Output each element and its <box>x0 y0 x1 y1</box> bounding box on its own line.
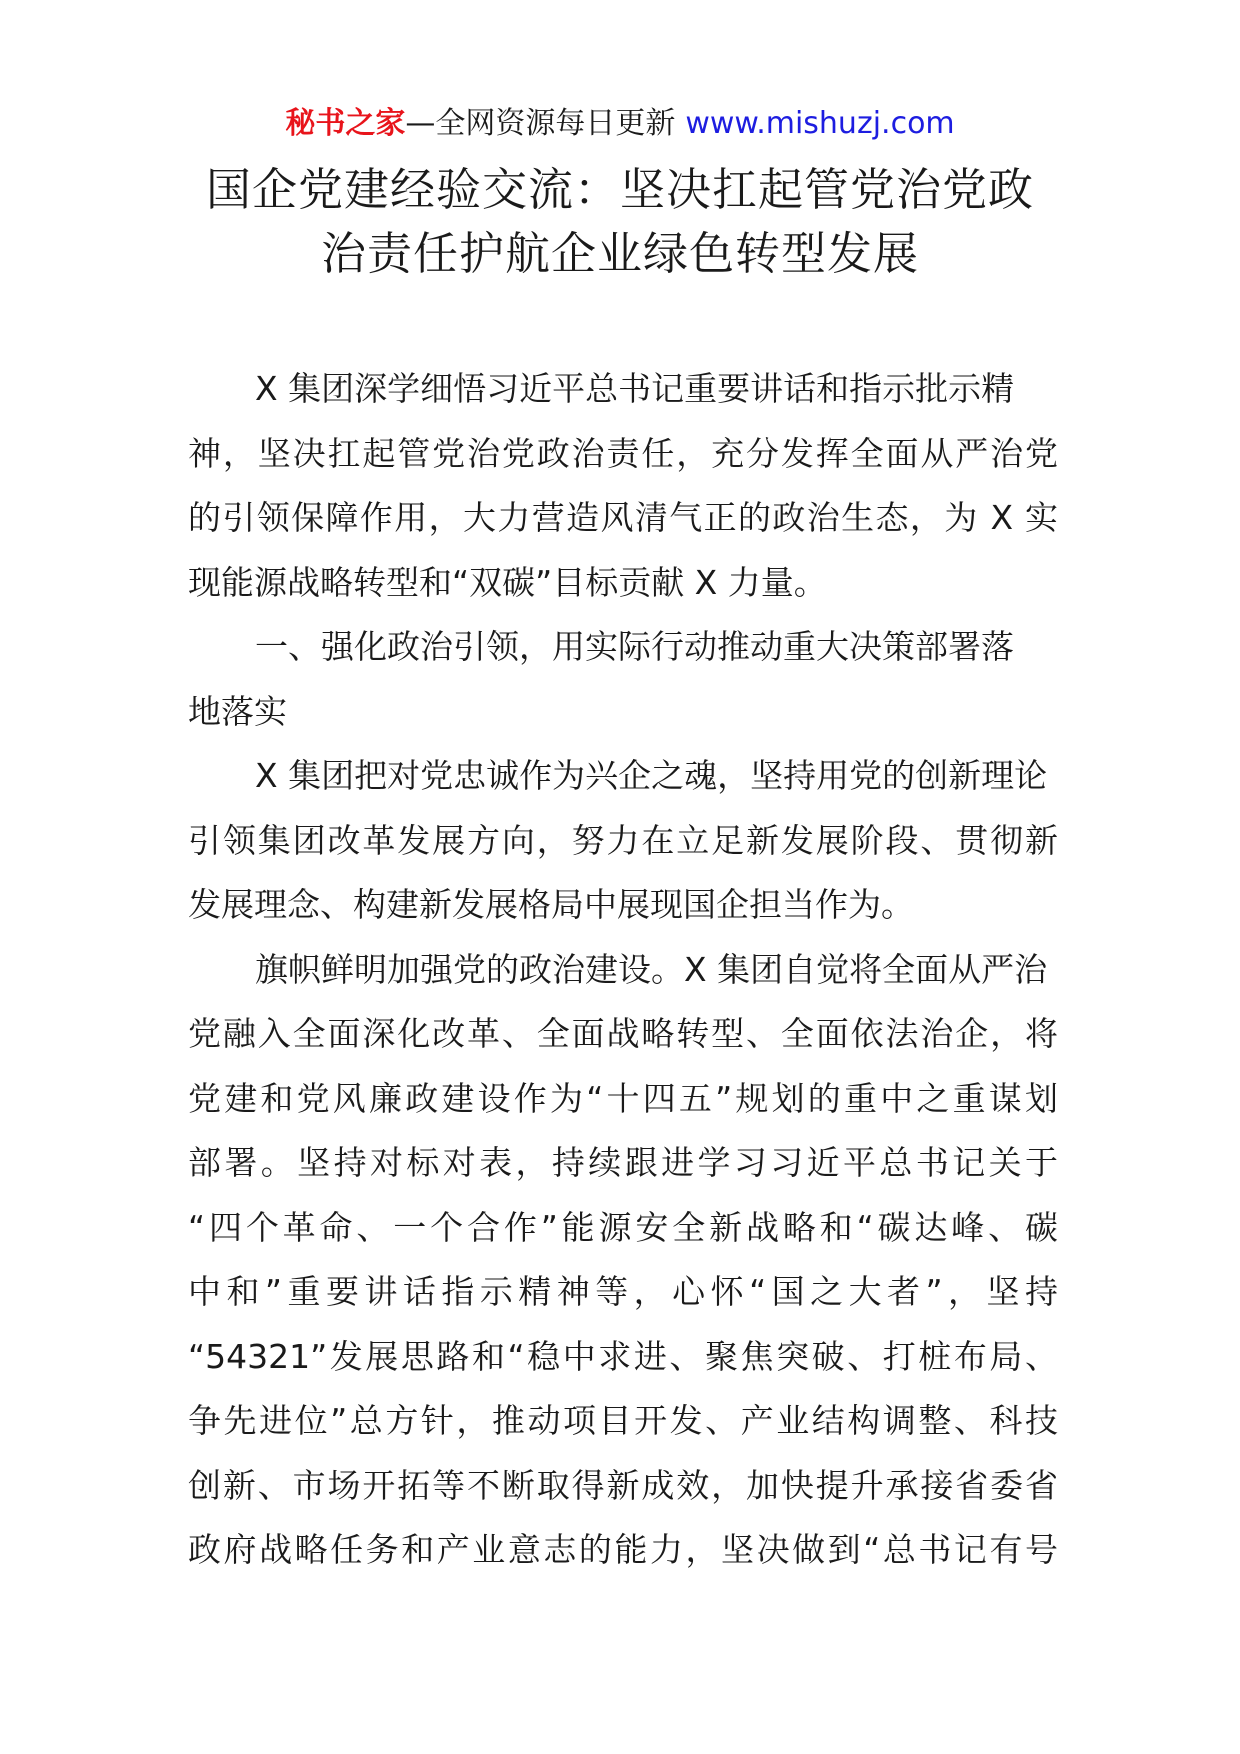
header-tagline: —全网资源每日更新 <box>405 106 676 141</box>
document-title <box>160 158 1080 286</box>
section-heading-line: 地落实 <box>188 691 287 731</box>
body-line: 创新、市场开拓等不断取得新成效，加快提升承接省委省 <box>188 1465 1058 1505</box>
body-line: 党建和党风廉政建设作为“十四五”规划的重中之重谋划 <box>188 1078 1058 1118</box>
body-line: 神，坚决扛起管党治党政治责任，充分发挥全面从严治党 <box>188 433 1058 473</box>
body-line: X 集团把对党忠诚作为兴企之魂，坚持用党的创新理论 <box>255 756 1048 795</box>
body-line: “54321”发展思路和“稳中求进、聚焦突破、打桩布局、 <box>188 1336 1058 1376</box>
title-line-2: 治责任护航企业绿色转型发展 <box>320 227 919 280</box>
section-heading-line: 一、强化政治引领，用实际行动推动重大决策部署落 <box>255 627 1014 666</box>
body-line: 部署。坚持对标对表，持续跟进学习习近平总书记关于 <box>188 1143 1058 1182</box>
body-line: 的引领保障作用，大力营造风清气正的政治生态，为 X 实 <box>188 498 1058 537</box>
body-line: 党融入全面深化改革、全面战略转型、全面依法治企，将 <box>188 1014 1058 1053</box>
body-line: 引领集团改革发展方向，努力在立足新发展阶段、贯彻新 <box>188 820 1058 860</box>
title-line-1: 国企党建经验交流：坚决扛起管党治党政 <box>205 163 1034 216</box>
body-line: 中和”重要讲话指示精神等，心怀“国之大者”，坚持 <box>188 1272 1058 1311</box>
body-line: 旗帜鲜明加强党的政治建设。X 集团自觉将全面从严治 <box>255 949 1048 989</box>
document-body <box>188 357 1058 1583</box>
body-line: 争先进位”总方针，推动项目开发、产业结构调整、科技 <box>188 1401 1058 1440</box>
brand-name: 秘书之家 <box>285 106 406 141</box>
body-line: 现能源战略转型和“双碳”目标贡献 X 力量。 <box>188 562 827 602</box>
body-line: X 集团深学细悟习近平总书记重要讲话和指示批示精 <box>255 369 1015 408</box>
body-line: 政府战略任务和产业意志的能力，坚决做到“总书记有号 <box>188 1530 1058 1569</box>
site-header <box>0 104 1240 144</box>
body-line: “四个革命、一个合作”能源安全新战略和“碳达峰、碳 <box>188 1207 1058 1247</box>
site-url-link[interactable]: www.mishuzj.com <box>685 106 955 141</box>
body-line: 发展理念、构建新发展格局中展现国企担当作为。 <box>188 885 914 924</box>
